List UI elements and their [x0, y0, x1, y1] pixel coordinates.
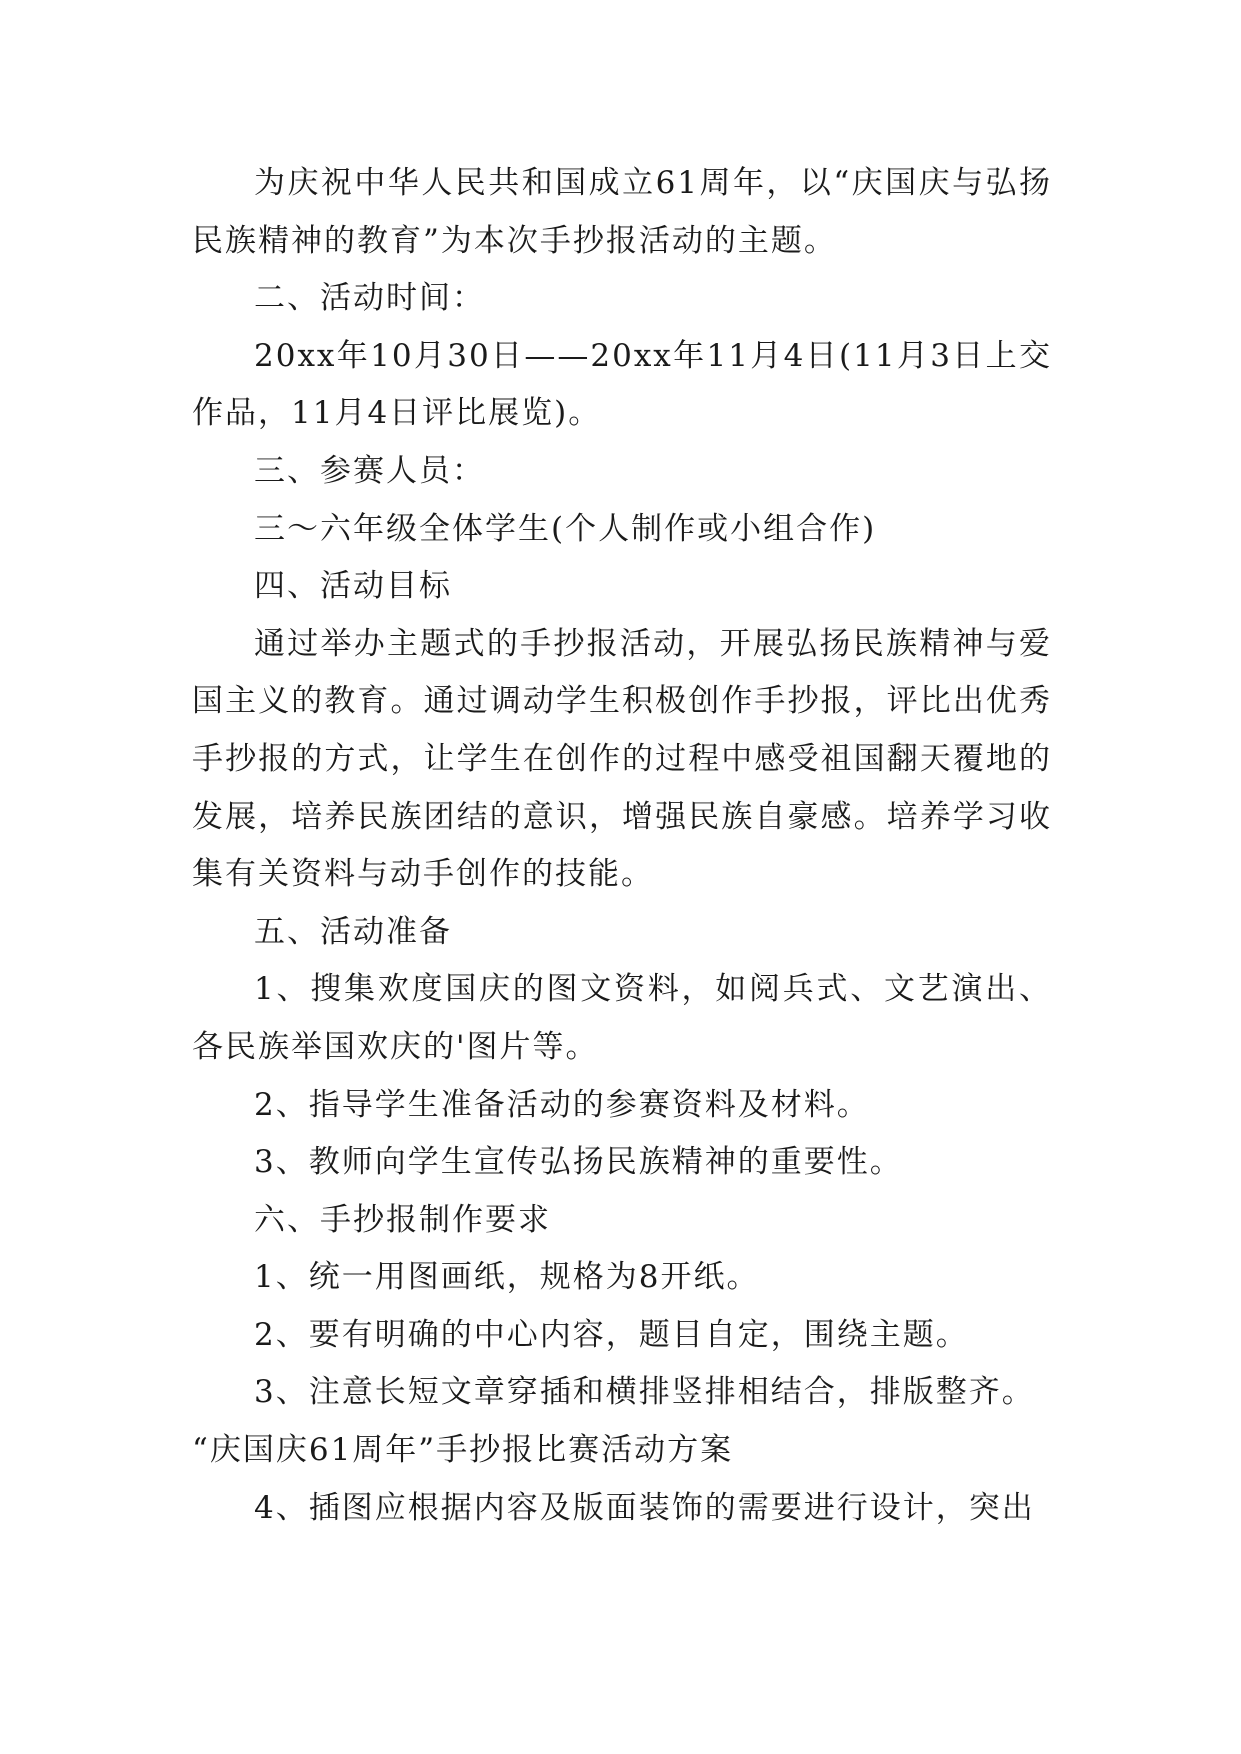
heading-preparation: 五、活动准备	[254, 913, 452, 950]
heading-requirements: 六、手抄报制作要求	[254, 1201, 551, 1238]
document-body	[192, 155, 1052, 1537]
list-item-requirement-1: 1、统一用图画纸，规格为8开纸。	[254, 1259, 760, 1296]
inline-document-title: “庆国庆61周年”手抄报比赛活动方案	[192, 1432, 734, 1469]
list-item-preparation-1: 1、搜集欢度国庆的图文资料，如阅兵式、文艺演出、各民族举国欢庆的'图片等。	[192, 971, 1052, 1065]
heading-activity-time: 二、活动时间：	[254, 280, 485, 317]
list-item-requirement-2: 2、要有明确的中心内容，题目自定，围绕主题。	[254, 1316, 969, 1353]
heading-goals: 四、活动目标	[254, 568, 452, 605]
paragraph-activity-dates: 20xx年10月30日——20xx年11月4日(11月3日上交作品，11月4日评比展览)。	[192, 337, 1052, 432]
list-item-requirement-4: 4、插图应根据内容及版面装饰的需要进行设计，突出	[254, 1489, 1035, 1526]
list-item-preparation-2: 2、指导学生准备活动的参赛资料及材料。	[254, 1086, 870, 1123]
paragraph-goals: 通过举办主题式的手抄报活动，开展弘扬民族精神与爱国主义的教育。通过调动学生积极创作手抄报，评比出优秀手抄报的方式，让学生在创作的过程中感受祖国翻天覆地的发展，培养民族团结的意识，增强民族自豪感。培养学习收集有关资料与动手创作的技能。	[192, 625, 1052, 893]
paragraph-intro: 为庆祝中华人民共和国成立61周年，以“庆国庆与弘扬民族精神的教育”为本次手抄报活动的主题。	[192, 165, 1052, 259]
heading-participants: 三、参赛人员：	[254, 452, 485, 489]
list-item-preparation-3: 3、教师向学生宣传弘扬民族精神的重要性。	[254, 1144, 903, 1181]
list-item-requirement-3: 3、注意长短文章穿插和横排竖排相结合，排版整齐。	[254, 1374, 1035, 1411]
paragraph-participants: 三～六年级全体学生(个人制作或小组合作)	[254, 510, 877, 547]
